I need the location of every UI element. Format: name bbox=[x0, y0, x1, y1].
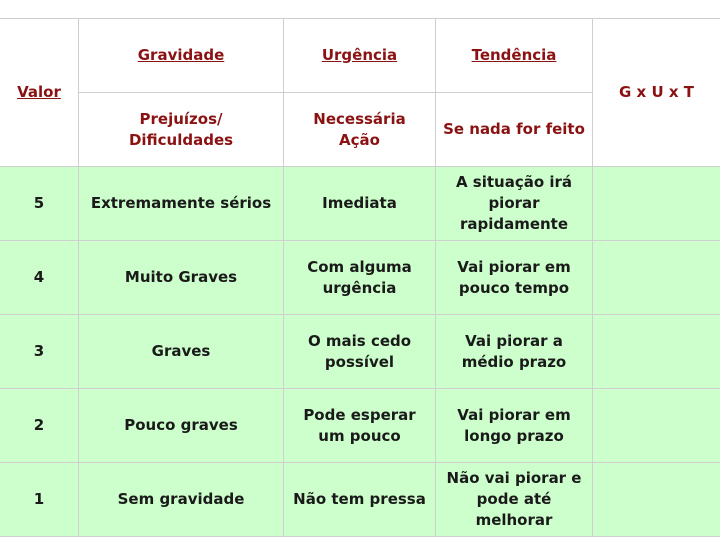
header-tendencia: Tendência bbox=[436, 19, 593, 93]
row-3-valor: 3 bbox=[0, 315, 79, 389]
header-tendencia-sub: Se nada for feito bbox=[436, 93, 593, 167]
header-urgencia: Urgência bbox=[284, 19, 436, 93]
row-1-urgencia: Não tem pressa bbox=[284, 463, 436, 537]
row-3-tendencia: Vai piorar a médio prazo bbox=[436, 315, 593, 389]
row-2-gravidade: Pouco graves bbox=[79, 389, 284, 463]
row-5-gravidade: Extremamente sérios bbox=[79, 167, 284, 241]
row-1-gravidade: Sem gravidade bbox=[79, 463, 284, 537]
row-2-tendencia: Vai piorar em longo prazo bbox=[436, 389, 593, 463]
header-urgencia-sub: Necessária Ação bbox=[284, 93, 436, 167]
row-4-tendencia: Vai piorar em pouco tempo bbox=[436, 241, 593, 315]
row-2-urgencia: Pode esperar um pouco bbox=[284, 389, 436, 463]
row-4-gut bbox=[593, 241, 720, 315]
row-3-gut bbox=[593, 315, 720, 389]
header-gravidade: Gravidade bbox=[79, 19, 284, 93]
row-5-tendencia: A situação irá piorar rapidamente bbox=[436, 167, 593, 241]
row-4-urgencia: Com alguma urgência bbox=[284, 241, 436, 315]
header-gut: G x U x T bbox=[593, 19, 720, 167]
row-5-gut bbox=[593, 167, 720, 241]
row-2-gut bbox=[593, 389, 720, 463]
row-5-urgencia: Imediata bbox=[284, 167, 436, 241]
row-2-valor: 2 bbox=[0, 389, 79, 463]
row-1-valor: 1 bbox=[0, 463, 79, 537]
row-4-valor: 4 bbox=[0, 241, 79, 315]
row-4-gravidade: Muito Graves bbox=[79, 241, 284, 315]
header-valor: Valor bbox=[0, 19, 79, 167]
row-3-gravidade: Graves bbox=[79, 315, 284, 389]
row-3-urgencia: O mais cedo possível bbox=[284, 315, 436, 389]
header-gravidade-sub: Prejuízos/ Dificuldades bbox=[79, 93, 284, 167]
row-1-gut bbox=[593, 463, 720, 537]
row-1-tendencia: Não vai piorar e pode até melhorar bbox=[436, 463, 593, 537]
gut-matrix-table bbox=[0, 18, 720, 538]
row-5-valor: 5 bbox=[0, 167, 79, 241]
